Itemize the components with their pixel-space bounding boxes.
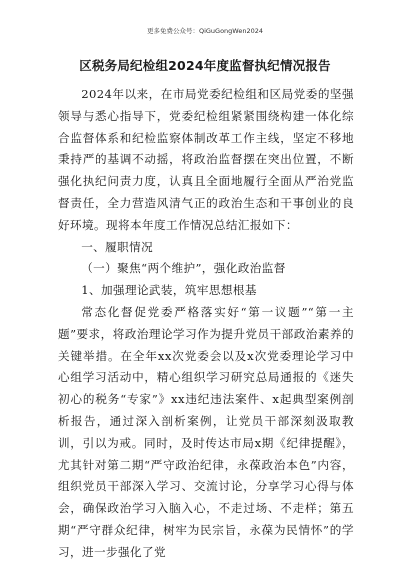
section-heading: 一、履职情况 [81, 239, 154, 254]
item-heading: 1、加强理论武装，筑牢思想根基 [81, 283, 257, 298]
subsection-heading: （一）聚焦“两个维护”，强化政治监督 [81, 261, 286, 276]
intro-paragraph: 2024年以来，在市局党委纪检组和区局党委的坚强领导与悉心指导下，党委纪检组紧紧围绕构建一体化综合监督体系和纪检监察体制改革工作主线，坚定不移地秉持严的基调不动摇，将政治监督摆在突出位置，不断强化执纪问责力度，认真且全面地履行全面从严治党监督责任，全力营造风清气正的政治生态和干事创业的良好环境。现将本年度工作情况总结汇报如下： [58, 87, 354, 232]
document-body [58, 84, 354, 564]
body-paragraph: 常态化督促党委严格落实好“第一议题”“第一主题”要求，将政治理论学习作为提升党员干部政治素养的关键举措。在全年xx次党委会以及x次党委理论学习中心组学习活动中，精心组织学习研究总局通报的《迷失初心的税务“专家”》xx违纪违法案件、x起典型案例剖析报告，通过深入剖析案例，让党员干部深刻汲取教训，引以为戒。同时，及时传达市局x期《纪律提醒》，尤其针对第二期“严守政治纪律，永葆政治本色”内容，组织党员干部深入学习、交流讨论，分享学习心得与体会，确保政治学习入脑入心，不走过场、不走样；第五期“严守群众纪律，树牢为民宗旨，永葆为民情怀”的学习，进一步强化了党 [58, 304, 354, 559]
document-title: 区税务局纪检组2024年度监督执纪情况报告 [79, 58, 331, 73]
header-note: 更多免费公众号：QiGuGongWen2024 [146, 27, 264, 35]
